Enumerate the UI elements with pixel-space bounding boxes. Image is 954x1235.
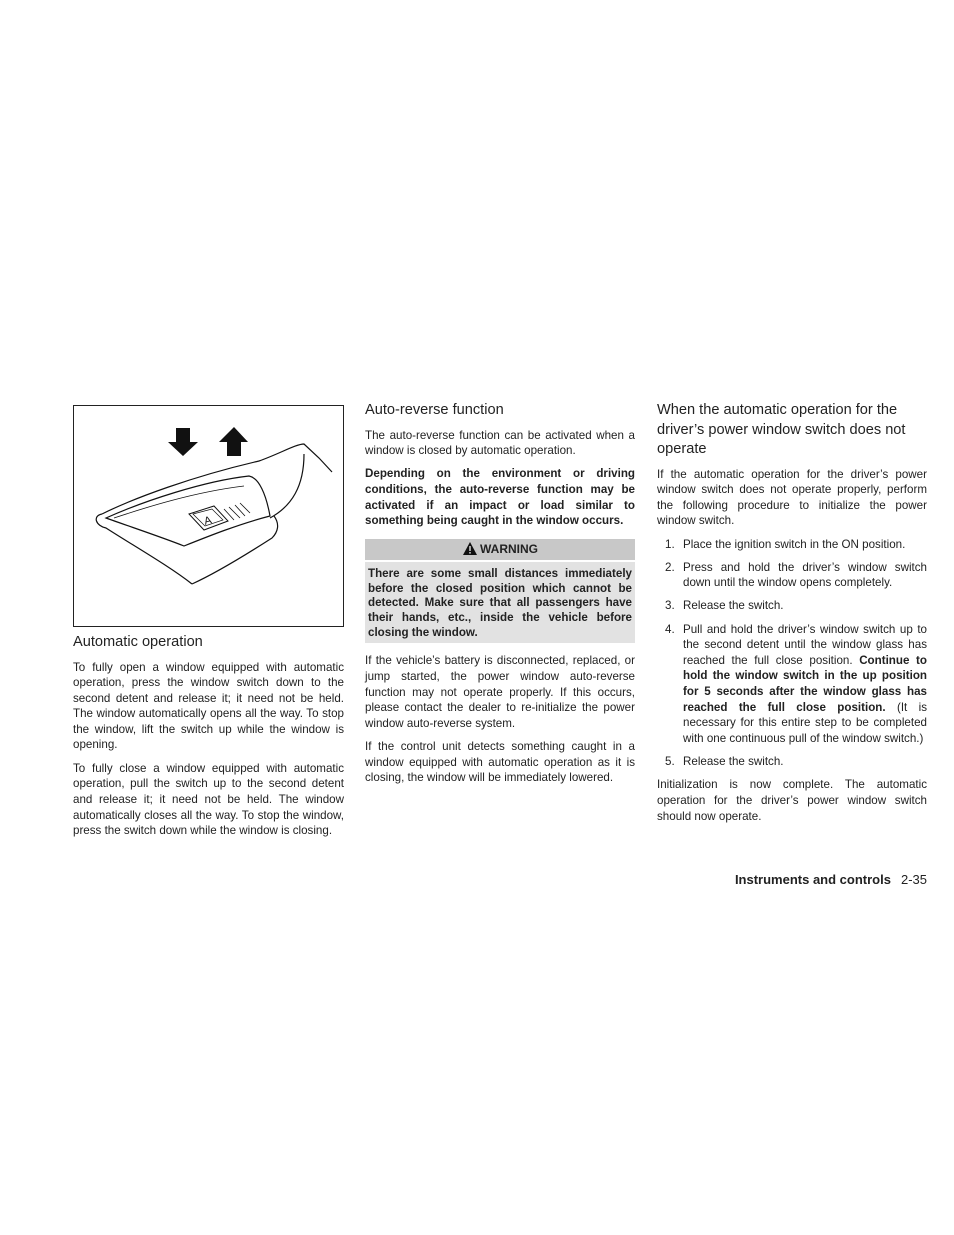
list-item: 5. Release the switch. [665,754,784,768]
paragraph-open: To fully open a window equipped with automatic operation, press the window switch down to the second detent and release it; it need not be held. The window automatically opens all the way. To stop the window, lift the switch up while the window is opening. [73,660,344,752]
heading-auto-reverse: Auto-reverse function [365,402,504,418]
heading-init: When the automatic operation for the driver’s power window switch does not operate [657,402,906,457]
paragraph-init-complete: Initialization is now complete. The automatic operation for the driver’s power window switch should now operate. [657,778,927,823]
arrow-up-icon [219,427,248,456]
column-left [73,400,344,847]
warning-header [365,539,635,560]
list-item: 1. Place the ignition switch in the ON position. [665,537,906,551]
warning-body: There are some small distances immediately before the closed position which cannot be detected. Make sure that all passengers have their hands, etc., inside the vehicle before closing the window. [365,562,635,644]
footer-section-title: Instruments and controls [734,872,891,887]
heading-automatic-operation: Automatic operation [73,634,203,650]
paragraph-auto-reverse-bold: Depending on the environment or driving conditions, the auto-reverse function may be activated if an impact or load similar to something being caught in the window occurs. [365,467,635,528]
paragraph-battery: If the vehicle’s battery is disconnected, replaced, or jump started, the power window auto-reverse function may not operate properly. If this occurs, please contact the dealer to re-initialize the power window auto-reverse system. [365,654,635,730]
list-item: 4. Pull and hold the driver’s window switch up to the second detent until the window glass has reached the full close position. Continue to hold the window switch in the up position for 5 seconds after the window glass has reached the full close position. (It is necessary for this entire step to be completed with one continuous pull of the window switch.) [665,622,927,745]
list-item: 3. Release the switch. [665,599,784,613]
column-middle [365,400,635,794]
arrow-down-icon [168,428,198,456]
window-switch-illustration [74,406,343,626]
warning-title: WARNING [480,541,538,556]
column-right [657,400,927,832]
figure-label-a: A [202,514,214,528]
paragraph-auto-reverse-intro: The auto-reverse function can be activated when a window is closed by automatic operation. [365,428,635,458]
paragraph-control-unit: If the control unit detects something caught in a window equipped with automatic operation as it is closing, the window will be immediately lowered. [365,740,635,785]
init-steps-list [657,537,927,770]
list-item: 2. Press and hold the driver’s window switch down until the window opens completely. [665,560,927,590]
page-footer [735,872,927,887]
paragraph-init-intro: If the automatic operation for the driver’s power window switch does not operate properly, perform the following procedure to initialize the power window switch. [657,467,927,528]
paragraph-close: To fully close a window equipped with automatic operation, pull the switch up to the second detent and release it; it need not be held. The window automatically closes all the way. To stop the window, press the switch down while the window is closing. [73,761,344,838]
page-number: 2-35 [900,872,927,887]
warning-triangle-icon [462,541,478,556]
window-switch-figure [73,405,344,627]
